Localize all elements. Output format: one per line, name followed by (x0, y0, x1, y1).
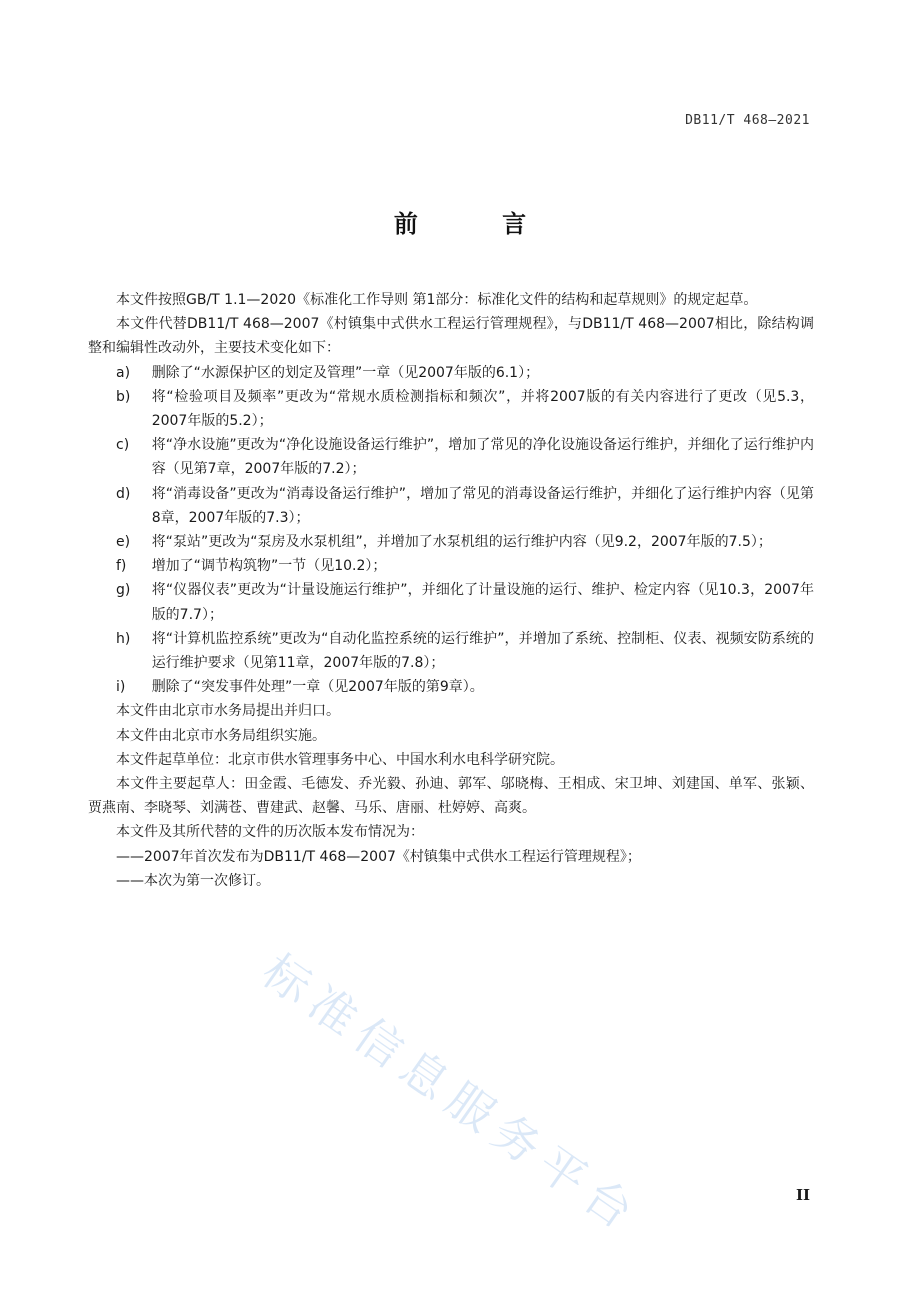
document-code: DB11/T 468—2021 (685, 113, 810, 128)
list-item-text: 将“净水设施”更改为“净化设施设备运行维护”，增加了常见的净化设施设备运行维护，并细化了运行维护内容（见第7章，2007年版的7.2）； (151, 437, 814, 478)
list-item (88, 578, 814, 626)
list-item-label: a) (116, 364, 131, 381)
paragraph-history-intro: 本文件及其所代替的文件的历次版本发布情况为： (116, 824, 424, 841)
list-item-text: 将“计算机监控系统”更改为“自动化监控系统的运行维护”，并增加了系统、控制柜、仪表、视频安防系统的运行维护要求（见第11章，2007年版的7.8）； (151, 630, 814, 672)
paragraph-proposer: 本文件由北京市水务局提出并归口。 (116, 703, 340, 720)
page-number: II (795, 1186, 810, 1204)
list-item (88, 530, 814, 554)
watermark: 标准信息服务平台 (252, 943, 651, 1245)
list-item-label: d) (116, 485, 131, 502)
list-item-text: 删除了“水源保护区的划定及管理”一章（见2007年版的6.1）； (151, 364, 540, 381)
list-item (88, 627, 814, 675)
list-item-label: g) (116, 582, 131, 599)
page-title: 前 言 (393, 210, 565, 238)
list-item-label: i) (116, 679, 126, 696)
list-item (88, 482, 814, 530)
list-item-label: c) (116, 437, 130, 454)
paragraph-replacement: 本文件代替DB11/T 468—2007《村镇集中式供水工程运行管理规程》，与DB11/T 468—2007相比，除结构调整和编辑性改动外，主要技术变化如下： (88, 316, 814, 357)
history-item-2007: ——2007年首次发布为DB11/T 468—2007《村镇集中式供水工程运行管理规程》； (116, 848, 641, 865)
list-item (88, 361, 814, 385)
list-item (88, 554, 814, 578)
paragraph-drafting-units: 本文件起草单位：北京市供水管理事务中心、中国水利水电科学研究院。 (116, 751, 564, 768)
list-item-text: 将“仪器仪表”更改为“计量设施运行维护”，并细化了计量设施的运行、维护、检定内容（见10.3，2007年版的7.7）； (151, 582, 814, 623)
list-item-label: h) (116, 630, 131, 647)
list-item (88, 385, 814, 433)
list-item-label: e) (116, 534, 131, 551)
paragraph-drafters: 本文件主要起草人：田金霞、毛德发、乔光毅、孙迪、郭军、邬晓梅、王相成、宋卫坤、刘建国、单军、张颖、贾燕南、李晓琴、刘满苍、曹建武、赵馨、马乐、唐丽、杜婷婷、高爽。 (88, 776, 814, 817)
paragraph-drafting-rules: 本文件按照GB/T 1.1—2020《标准化工作导则 第1部分：标准化文件的结构和起草规则》的规定起草。 (116, 292, 758, 308)
list-item-text: 将“检验项目及频率”更改为“常规水质检测指标和频次”，并将2007版的有关内容进行了更改（见5.3，2007年版的5.2）； (151, 388, 814, 430)
foreword-body (88, 288, 814, 893)
list-item-label: f) (116, 558, 127, 575)
paragraph-organizer: 本文件由北京市水务局组织实施。 (116, 727, 326, 744)
list-item-text: 将“消毒设备”更改为“消毒设备运行维护”，增加了常见的消毒设备运行维护，并细化了运行维护内容（见第8章，2007年版的7.3）； (151, 485, 814, 526)
list-item-text: 将“泵站”更改为“泵房及水泵机组”，并增加了水泵机组的运行维护内容（见9.2，2007年版的7.5）； (151, 534, 772, 551)
history-item-revision: ——本次为第一次修订。 (116, 872, 270, 889)
list-item-text: 删除了“突发事件处理”一章（见2007年版的第9章）。 (151, 679, 484, 696)
list-item-label: b) (116, 388, 131, 405)
list-item (88, 433, 814, 481)
list-item-text: 增加了“调节构筑物”一节（见10.2）； (151, 558, 387, 575)
list-item (88, 675, 814, 699)
